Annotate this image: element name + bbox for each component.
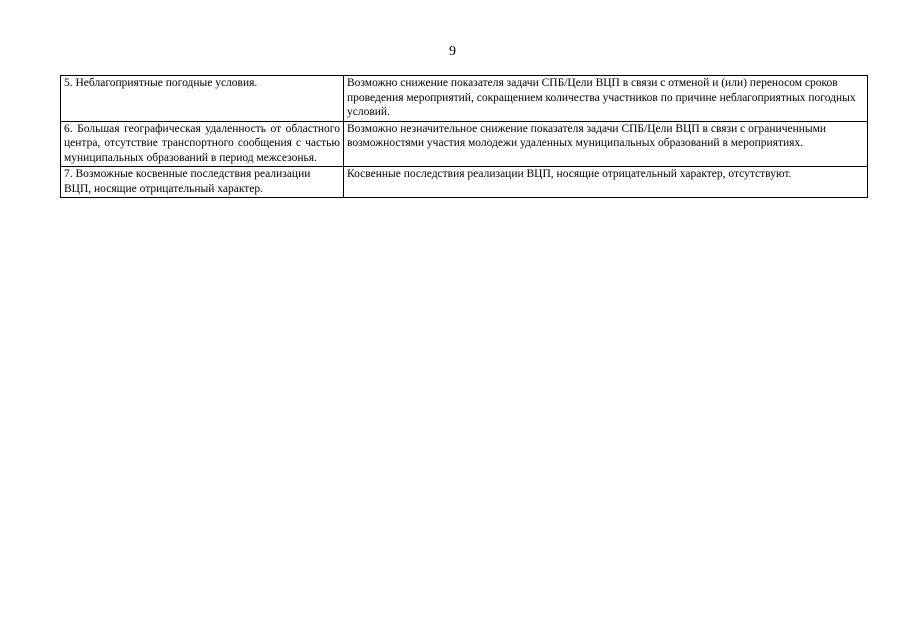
table-row [61, 121, 868, 167]
table-row [61, 167, 868, 198]
page-number: 9 [449, 44, 456, 59]
risk-cell: 5. Неблагоприятные погодные условия. [61, 76, 344, 122]
table-row [61, 76, 868, 122]
risk-cell: 6. Большая географическая удаленность от областного центра, отсутствие транспортного сообщения с частью муниципальных образований в период межсезонья. [61, 121, 344, 167]
effect-cell: Возможно снижение показателя задачи СПБ/Цели ВЦП в связи с отменой и (или) переносом сроков проведения мероприятий, сокращением количества участников по причине неблагоприятных погодных условий. [344, 76, 868, 122]
risk-table [60, 75, 868, 198]
effect-cell: Возможно незначительное снижение показателя задачи СПБ/Цели ВЦП в связи с ограниченными возможностями участия молодежи удаленных муниципальных образований в мероприятиях. [344, 121, 868, 167]
effect-cell: Косвенные последствия реализации ВЦП, носящие отрицательный характер, отсутствуют. [344, 167, 868, 198]
risk-cell: 7. Возможные косвенные последствия реализации ВЦП, носящие отрицательный характер. [61, 167, 344, 198]
